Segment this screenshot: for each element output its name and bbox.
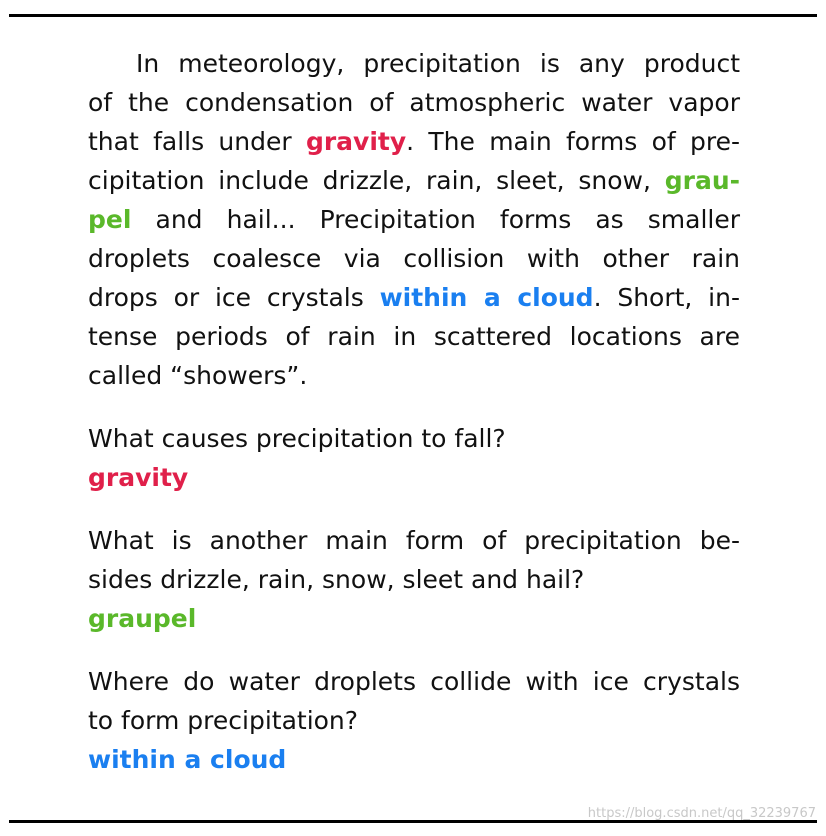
passage-text: In meteorology, precipitation is any product xyxy=(136,49,740,78)
top-rule xyxy=(9,14,817,17)
highlighted-term: pel xyxy=(88,205,132,234)
answer-text: gravity xyxy=(88,463,189,492)
passage-line xyxy=(88,83,740,122)
answer-text: within a cloud xyxy=(88,745,287,774)
passage-paragraph xyxy=(88,44,740,395)
qa-item xyxy=(88,662,740,779)
qa-list xyxy=(88,419,740,779)
question-text: to form precipitation? xyxy=(88,706,359,735)
question-text: What causes precipitation to fall? xyxy=(88,424,506,453)
passage-text: . Short, in- xyxy=(593,283,740,312)
passage-line xyxy=(88,200,740,239)
passage-text: . The main forms of pre- xyxy=(406,127,740,156)
answer-text: graupel xyxy=(88,604,197,633)
highlighted-term: gravity xyxy=(305,127,407,156)
passage-line xyxy=(88,239,740,278)
passage-text: of the condensation of atmospheric water vapor xyxy=(88,88,740,117)
passage-text: cipitation include drizzle, rain, sleet, snow, xyxy=(88,166,665,195)
passage-line xyxy=(88,161,740,200)
question-text: Where do water droplets collide with ice crystals xyxy=(88,667,740,696)
passage-line xyxy=(88,356,740,395)
qa-item xyxy=(88,521,740,638)
passage-line xyxy=(88,44,740,83)
watermark-text: https://blog.csdn.net/qq_32239767 xyxy=(587,806,816,821)
passage-text: tense periods of rain in scattered locations are xyxy=(88,322,740,351)
question-text: sides drizzle, rain, snow, sleet and hail? xyxy=(88,565,585,594)
passage-line xyxy=(88,317,740,356)
passage-text: that falls under xyxy=(88,127,306,156)
passage-text: droplets coalesce via collision with other rain xyxy=(88,244,740,273)
passage-text: and hail... Precipitation forms as smaller xyxy=(131,205,740,234)
passage-line xyxy=(88,278,740,317)
passage-text: called “showers”. xyxy=(88,361,308,390)
document-body xyxy=(88,44,740,779)
highlighted-term: within a cloud xyxy=(379,283,594,312)
question-text: What is another main form of precipitation be- xyxy=(88,526,740,555)
passage-line xyxy=(88,122,740,161)
qa-item xyxy=(88,419,740,497)
passage-text: drops or ice crystals xyxy=(88,283,380,312)
highlighted-term: grau- xyxy=(664,166,740,195)
